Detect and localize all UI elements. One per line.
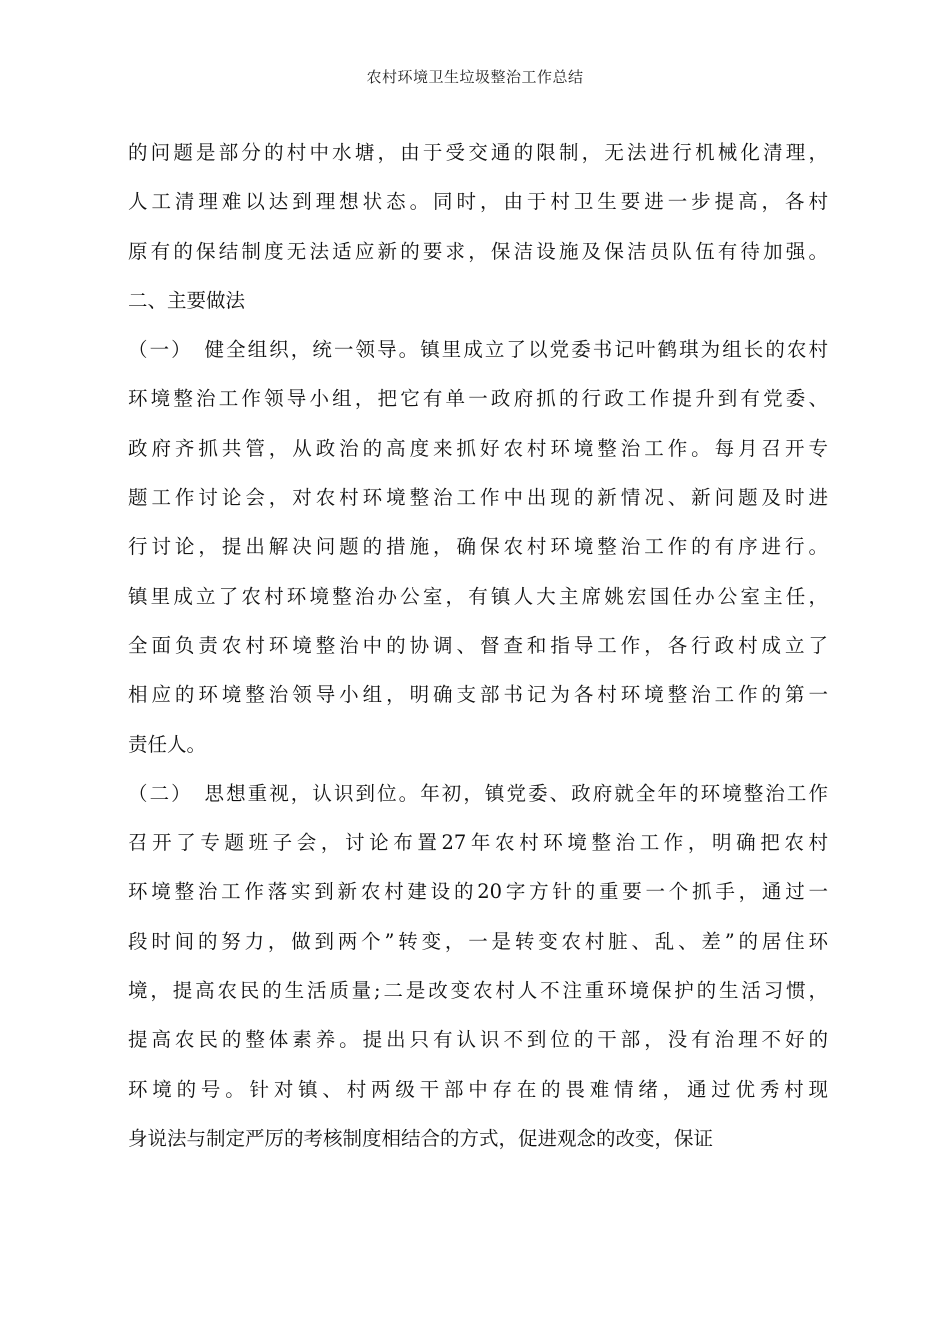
body-line: 环境的号。针对镇、村两级干部中存在的畏难情绪，通过优秀村现 [128, 1077, 828, 1101]
section-heading: 二、主要做法 [128, 288, 246, 312]
page-header-title: 农村环境卫生垃圾整治工作总结 [366, 68, 584, 86]
body-line: 召开了专题班子会，讨论布置27年农村环境整治工作，明确把农村 [128, 831, 828, 855]
body-line: （二） 思想重视，认识到位。年初，镇党委、政府就全年的环境整治工作 [128, 781, 828, 805]
body-line: 环境整治工作落实到新农村建设的20字方针的重要一个抓手，通过一 [128, 880, 828, 904]
body-line: 的问题是部分的村中水塘，由于受交通的限制，无法进行机械化清理， [128, 141, 828, 164]
body-line: 提高农民的整体素养。提出只有认识不到位的干部，没有治理不好的 [128, 1028, 828, 1052]
body-line: 环境整治工作领导小组，把它有单一政府抓的行政工作提升到有党委、 [128, 387, 828, 411]
body-line: 境，提高农民的生活质量;二是改变农村人不注重环境保护的生活习惯， [128, 979, 828, 1003]
body-line: 人工清理难以达到理想状态。同时，由于村卫生要进一步提高，各村 [128, 190, 828, 214]
body-line: （一） 健全组织，统一领导。镇里成立了以党委书记叶鹤琪为组长的农村 [128, 338, 828, 362]
body-line: 题工作讨论会，对农村环境整治工作中出现的新情况、新问题及时进 [128, 486, 828, 510]
body-line: 段时间的努力，做到两个”转变，一是转变农村脏、乱、差”的居住环 [128, 929, 828, 953]
body-line: 政府齐抓共管，从政治的高度来抓好农村环境整治工作。每月召开专 [128, 436, 828, 460]
body-line: 相应的环境整治领导小组，明确支部书记为各村环境整治工作的第一 [128, 683, 828, 707]
body-line: 行讨论，提出解决问题的措施，确保农村环境整治工作的有序进行。 [128, 535, 828, 559]
body-line: 全面负责农村环境整治中的协调、督查和指导工作，各行政村成立了 [128, 633, 828, 657]
body-line: 原有的保结制度无法适应新的要求，保洁设施及保洁员队伍有待加强。 [128, 239, 828, 263]
body-line: 责任人。 [128, 732, 207, 756]
document-body [128, 128, 828, 1163]
body-line: 镇里成立了农村环境整治办公室，有镇人大主席姚宏国任办公室主任， [128, 584, 828, 608]
body-line: 身说法与制定严厉的考核制度相结合的方式，促进观念的改变，保证 [128, 1126, 714, 1150]
